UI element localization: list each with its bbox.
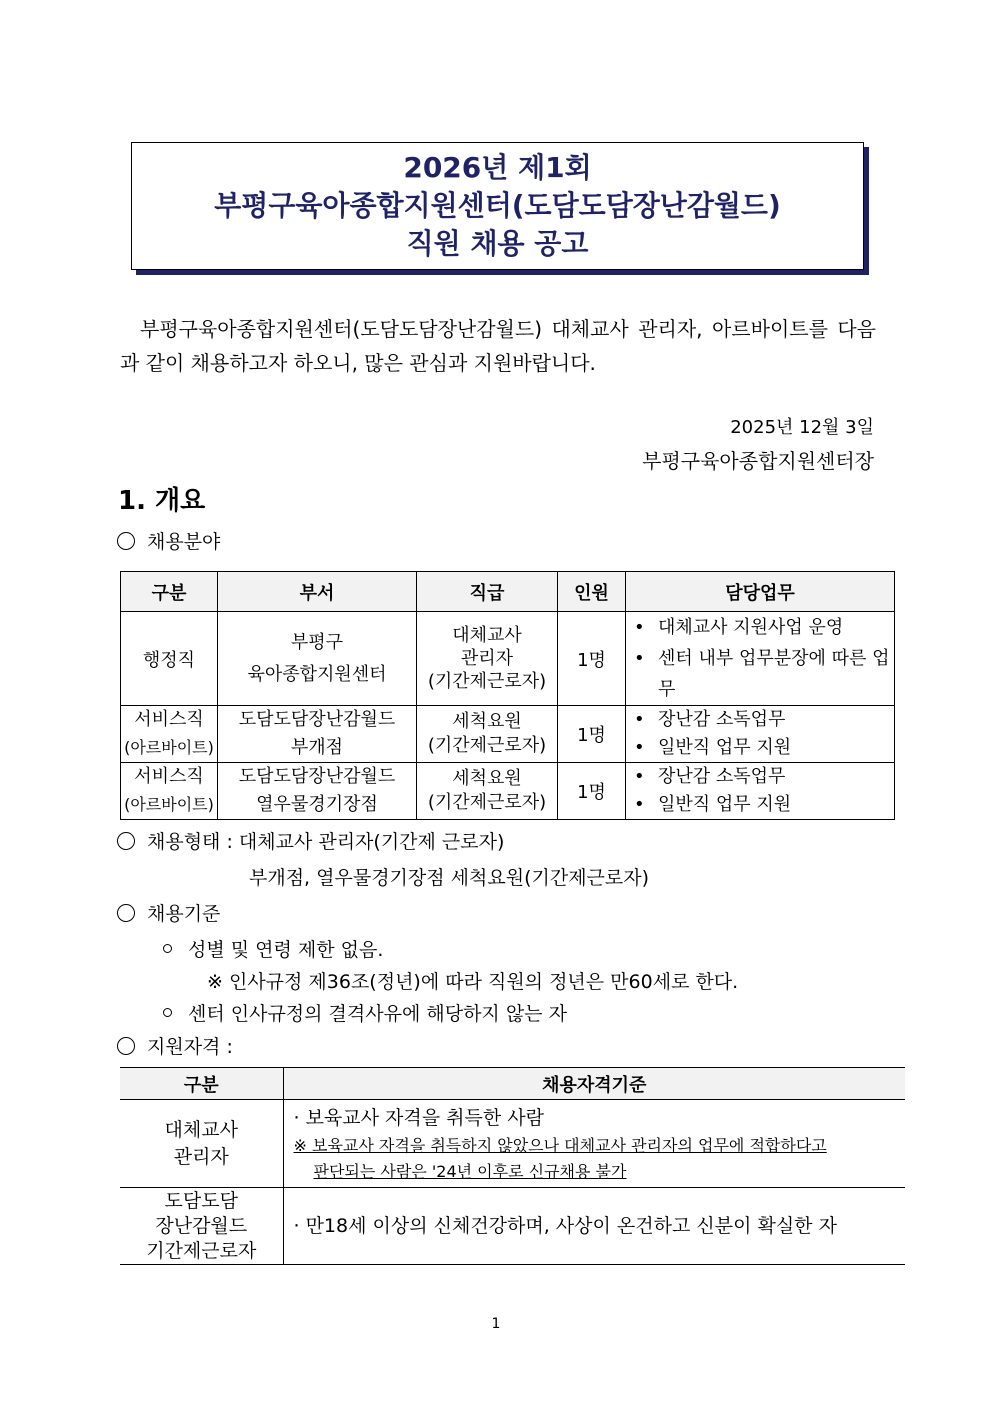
bullet-dot-icon: • xyxy=(634,737,645,758)
small-circle-bullet-icon xyxy=(163,944,172,953)
dept-text: 부개점 xyxy=(290,737,344,758)
type-text: 장난감월드 xyxy=(155,1214,248,1237)
dept-text: 부평구 xyxy=(290,631,344,653)
count-cell: 1명 xyxy=(558,612,626,706)
tasks-cell xyxy=(626,612,895,706)
employment-type-line1: 채용형태 : 대체교사 관리자(기간제 근로자) xyxy=(147,831,505,853)
small-circle-bullet-icon xyxy=(163,1008,172,1017)
criteria-text: 센터 인사규정의 결격사유에 해당하지 않는 자 xyxy=(188,1003,567,1025)
title-box xyxy=(131,142,864,270)
type-text: 서비스직 xyxy=(134,709,204,730)
criteria-label: 채용기준 xyxy=(147,903,221,925)
task-text: 일반직 업무 지원 xyxy=(658,794,792,815)
task-text: 센터 내부 업무분장에 따른 업무 xyxy=(658,648,890,700)
table-row xyxy=(121,763,895,820)
bullet-dot-icon: • xyxy=(634,709,645,730)
task-text: 일반직 업무 지원 xyxy=(658,737,792,758)
rank-cell xyxy=(417,612,558,706)
tasks-cell xyxy=(626,763,895,820)
task-item xyxy=(634,612,894,643)
criteria-item xyxy=(163,999,567,1026)
type-text: 기간제근로자 xyxy=(146,1239,257,1262)
rank-text: (기간제근로자) xyxy=(427,671,547,692)
type-text: 도담도담 xyxy=(164,1189,238,1212)
title-line-3: 직원 채용 공고 xyxy=(406,227,589,260)
rank-cell xyxy=(417,763,558,820)
criteria-heading xyxy=(117,899,220,926)
table-row xyxy=(120,1188,905,1265)
announcing-org: 부평구육아종합지원센터장 xyxy=(642,449,874,473)
rank-cell xyxy=(417,706,558,763)
circle-bullet-icon xyxy=(117,532,135,550)
intro-paragraph: 부평구육아종합지원센터(도담도담장난감월드) 대체교사 관리자, 아르바이트를 다음과 같이 채용하고자 하오니, 많은 관심과 지원바랍니다. xyxy=(120,317,876,375)
type-text: 행정직 xyxy=(142,649,196,671)
rank-text: (기간제근로자) xyxy=(427,792,547,813)
type-cell xyxy=(120,1188,283,1265)
header-cell: 구분 xyxy=(121,572,218,612)
page-number: 1 xyxy=(491,1316,501,1332)
section-heading-overview: 1. 개요 xyxy=(118,486,206,516)
dept-text: 육아종합지원센터 xyxy=(247,663,387,685)
qualification-table xyxy=(120,1067,905,1265)
circle-bullet-icon xyxy=(117,1037,135,1055)
fields-heading xyxy=(117,527,220,554)
title-line-1: 2026년 제1회 xyxy=(403,151,592,184)
employment-type-line2: 부개점, 열우물경기장점 세척요원(기간제근로자) xyxy=(249,867,650,889)
rank-text: (기간제근로자) xyxy=(427,735,547,756)
bullet-dot-icon: • xyxy=(634,617,645,638)
bullet-dot-icon: • xyxy=(634,648,645,669)
table-row xyxy=(121,612,895,706)
header-cell: 담당업무 xyxy=(626,572,895,612)
tasks-cell xyxy=(626,706,895,763)
task-text: 장난감 소독업무 xyxy=(658,709,786,730)
dept-text: 도담도담장난감월드 xyxy=(238,709,396,730)
dept-cell xyxy=(218,763,417,820)
dept-text: 도담도담장난감월드 xyxy=(238,766,396,787)
type-text: 관리자 xyxy=(173,1145,229,1168)
header-cell: 채용자격기준 xyxy=(283,1068,905,1100)
header-cell: 구분 xyxy=(120,1068,283,1100)
criteria-text: · 보육교사 자격을 취득한 사람 xyxy=(293,1106,544,1129)
criteria-note: ※ 보육교사 자격을 취득하지 않았으나 대체교사 관리자의 업무에 적합하다고 xyxy=(293,1135,827,1155)
circle-bullet-icon xyxy=(117,832,135,850)
criteria-note: 판단되는 사람은 '24년 이후로 신규채용 불가 xyxy=(313,1161,627,1181)
count-cell: 1명 xyxy=(558,706,626,763)
bullet-dot-icon: • xyxy=(634,794,645,815)
criteria-item xyxy=(163,935,383,962)
type-cell xyxy=(121,763,218,820)
table-header-row xyxy=(121,572,895,612)
count-cell: 1명 xyxy=(558,763,626,820)
task-item xyxy=(634,763,894,791)
task-item xyxy=(634,706,894,734)
rank-text: 관리자 xyxy=(460,648,514,669)
type-subtext: (아르바이트) xyxy=(124,795,214,814)
rank-text: 세척요원 xyxy=(452,768,522,789)
qualification-heading xyxy=(117,1032,233,1059)
task-text: 장난감 소독업무 xyxy=(658,766,786,787)
type-cell xyxy=(120,1100,283,1188)
rank-text: 세척요원 xyxy=(452,711,522,732)
type-cell xyxy=(121,612,218,706)
table-header-row xyxy=(120,1068,905,1100)
criteria-text: 성별 및 연령 제한 없음. xyxy=(188,939,384,961)
announcement-date: 2025년 12월 3일 xyxy=(730,417,874,438)
employment-type xyxy=(117,827,504,854)
criteria-cell xyxy=(283,1100,905,1188)
header-cell: 부서 xyxy=(218,572,417,612)
header-cell: 직급 xyxy=(417,572,558,612)
task-item xyxy=(634,734,894,762)
criteria-text: · 만18세 이상의 신체건강하며, 사상이 온건하고 신분이 확실한 자 xyxy=(293,1215,837,1237)
circle-bullet-icon xyxy=(117,904,135,922)
type-cell xyxy=(121,706,218,763)
qualification-label: 지원자격 : xyxy=(147,1036,233,1058)
dept-text: 열우물경기장점 xyxy=(256,794,378,815)
dept-cell xyxy=(218,706,417,763)
criteria-cell xyxy=(283,1188,905,1265)
table-row xyxy=(121,706,895,763)
criteria-note: ※ 인사규정 제36조(정년)에 따라 직원의 정년은 만60세로 한다. xyxy=(207,971,739,993)
title-line-2: 부평구육아종합지원센터(도담도담장난감월드) xyxy=(214,189,781,222)
task-item xyxy=(634,791,894,819)
dept-cell xyxy=(218,612,417,706)
header-cell: 인원 xyxy=(558,572,626,612)
type-subtext: (아르바이트) xyxy=(124,738,214,757)
fields-label: 채용분야 xyxy=(147,531,221,553)
rank-text: 대체교사 xyxy=(452,625,522,646)
type-text: 대체교사 xyxy=(164,1118,238,1141)
task-text: 대체교사 지원사업 운영 xyxy=(658,617,844,638)
type-text: 서비스직 xyxy=(134,766,204,787)
task-item xyxy=(634,643,894,705)
bullet-dot-icon: • xyxy=(634,766,645,787)
recruitment-fields-table xyxy=(120,571,895,820)
table-row xyxy=(120,1100,905,1188)
